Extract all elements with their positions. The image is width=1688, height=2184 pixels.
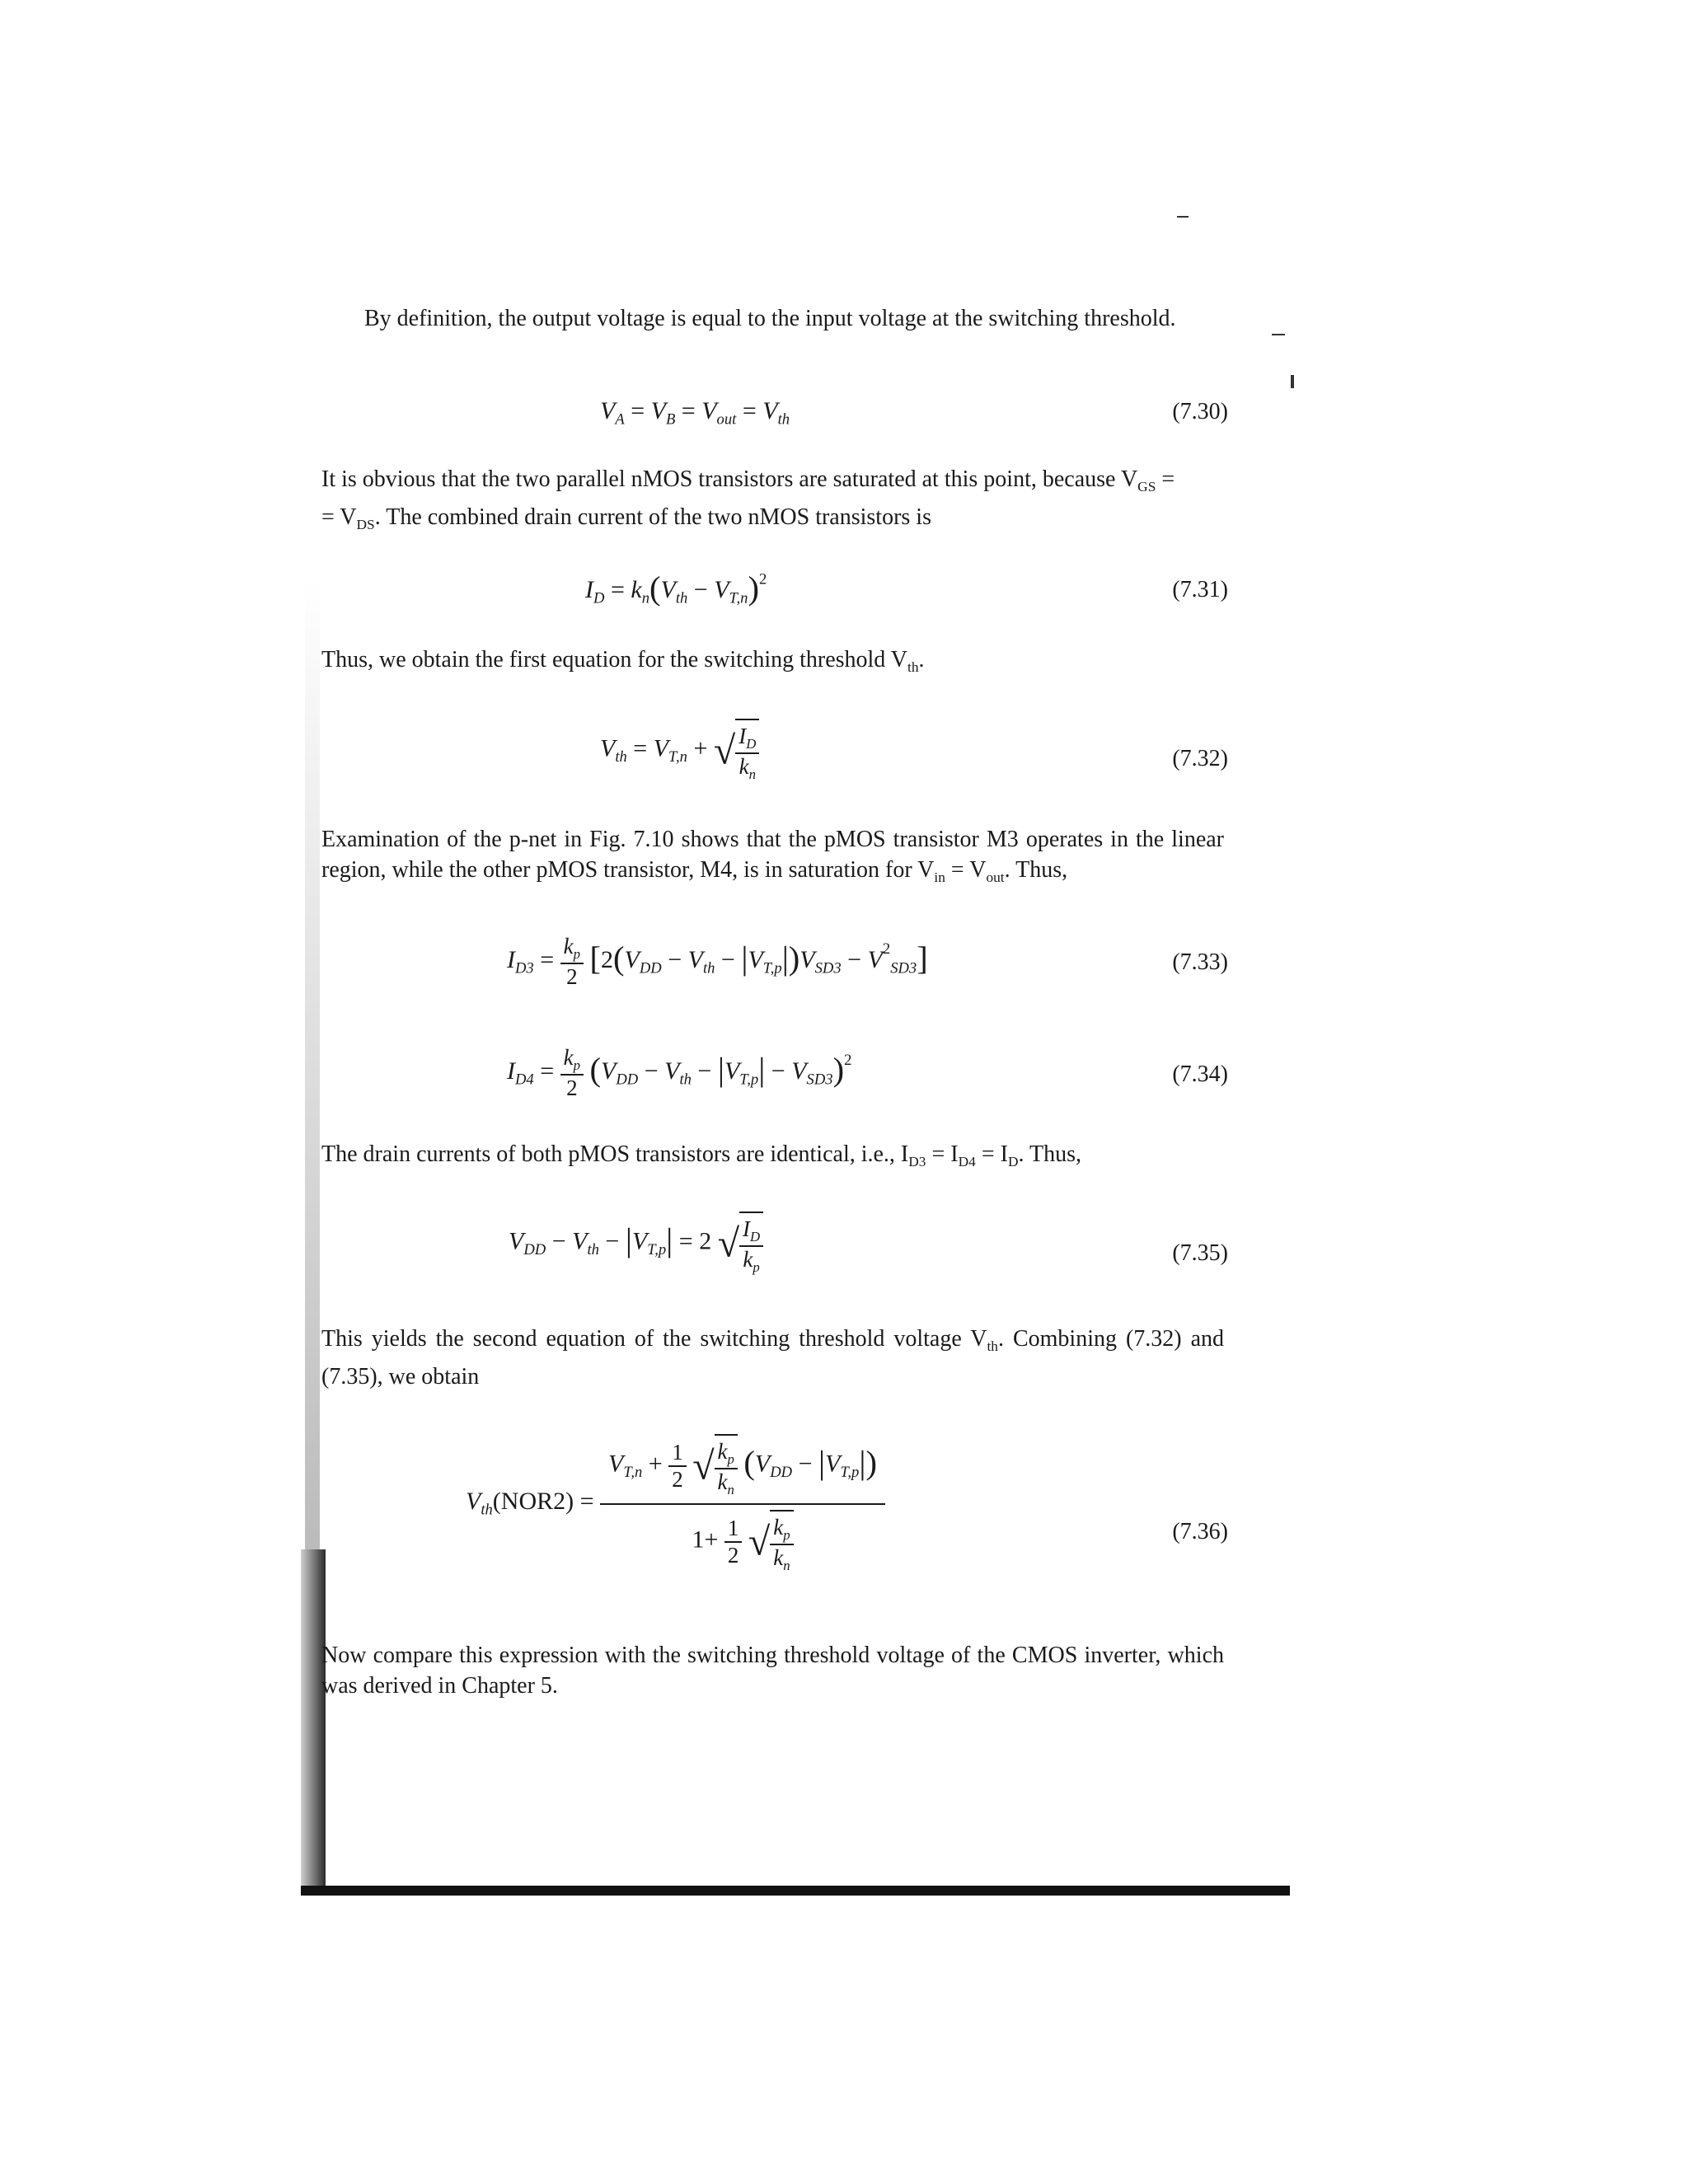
- equation-number-7-36: (7.36): [1172, 1519, 1228, 1544]
- paragraph-definition: By definition, the output voltage is equal to the input voltage at the switching threshold.: [364, 306, 1176, 331]
- equation-number-7-32: (7.32): [1172, 746, 1228, 771]
- equation-number-7-31: (7.31): [1172, 577, 1228, 602]
- equation-7-33: $I_{D3}$ = $\frac{k_p}{2}$ $[2(V_{DD} - V_{th} - |V_{T,p}|)V_{SD3} - V^2_{SD3}]$: [507, 934, 928, 989]
- paragraph-compare: Now compare this expression with the switching threshold voltage of the CMOS inverter, which was derived in Chapter 5.: [321, 1643, 1224, 1699]
- page-bottom-edge: [301, 1886, 1290, 1896]
- equation-number-7-35: (7.35): [1172, 1240, 1228, 1266]
- equation-7-36: $V_{th}(NOR2)$ = $V_{T,n}$ + $\frac{1}{2}$ √ $\frac{k_p}{k_n}$ $(V_{DD} - |V_{T,p}|)$ 1+ $\frac{1}{2}$ √ $\frac{k_p}{k_n}$: [466, 1434, 885, 1573]
- equation-7-35: $V_{DD} - V_{th} - |V_{T,p}| = 2$ √ $\frac{I_D}{k_p}$: [509, 1212, 763, 1276]
- page-shadow-top: [305, 577, 320, 1549]
- sqrt-id-over-kn: √ $\frac{I_D}{k_n}$: [714, 719, 759, 783]
- equation-7-30: $V_A = V_B = V_{out} = V_{th}$: [600, 397, 790, 429]
- scan-mark-top: [1177, 216, 1189, 218]
- scan-tick-right: [1291, 375, 1294, 388]
- paragraph-second-equation: This yields the second equation of the switching threshold voltage $V_{th}$. Combining (7.32) and (7.35), we obtain: [321, 1326, 1224, 1390]
- paragraph-p-net: Examination of the p-net in Fig. 7.10 shows that the pMOS transistor M3 operates in the linear region, while the other pMOS transistor, M4, is in saturation for $V_{in} = V_{out}$. Thus,: [321, 827, 1224, 886]
- equation-number-7-33: (7.33): [1172, 949, 1228, 975]
- page-shadow: [301, 1549, 326, 1896]
- equation-7-32: $V_{th} = V_{T,n}$ + √ $\frac{I_D}{k_n}$: [600, 719, 759, 783]
- paragraph-drain-currents: The drain currents of both pMOS transistors are identical, i.e., $I_{D3} = I_{D4} = I_D$. Thus,: [321, 1141, 1081, 1170]
- equation-number-7-30: (7.30): [1172, 399, 1228, 424]
- equation-7-34: $I_{D4}$ = $\frac{k_p}{2}$ $(V_{DD} - V_{th} - |V_{T,p}| - V_{SD3})^2$: [507, 1045, 852, 1100]
- equation-7-31: $I_D = k_n(V_{th} - V_{T,n})^2$: [585, 569, 767, 607]
- paragraph-saturated: It is obvious that the two parallel nMOS transistors are saturated at this point, because $V_{GS}$ = = $V_{DS}$. The combined drain current of the two nMOS transistors is: [321, 466, 1175, 533]
- scan-mark-right: [1272, 334, 1285, 335]
- equation-number-7-34: (7.34): [1172, 1062, 1228, 1087]
- nor2-threshold-fraction: $V_{T,n}$ + $\frac{1}{2}$ √ $\frac{k_p}{k_n}$ $(V_{DD} - |V_{T,p}|)$ 1+ $\frac{1}{2}$ √ $\frac{k_p}{k_n}$: [600, 1434, 885, 1573]
- sqrt-id-over-kp: √ $\frac{I_D}{k_p}$: [718, 1212, 763, 1276]
- paragraph-first-equation: Thus, we obtain the first equation for the switching threshold $V_{th}$.: [321, 647, 925, 676]
